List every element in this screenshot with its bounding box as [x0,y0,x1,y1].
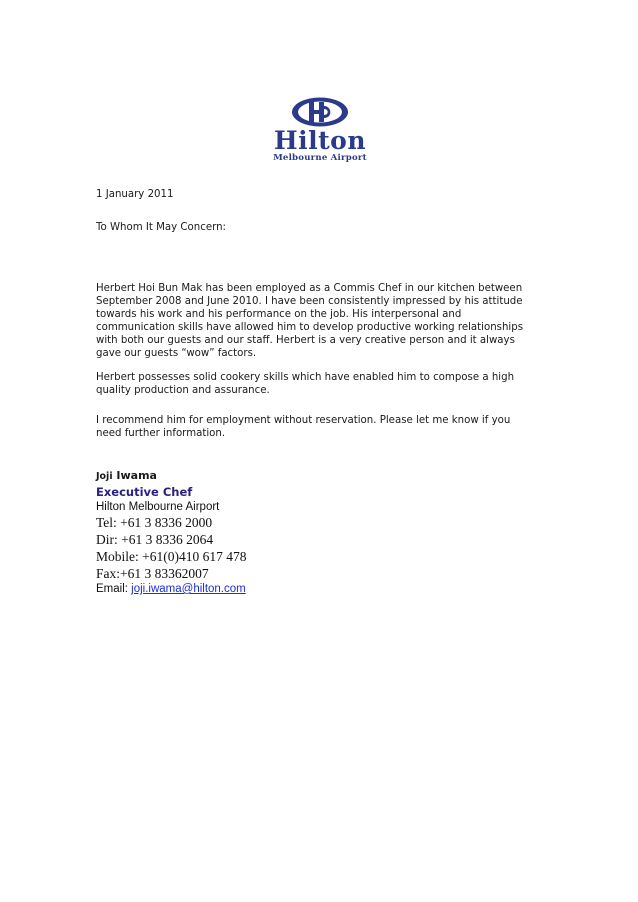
letter-paragraph-3: I recommend him for employment without reservation. Please let me know if you need further information. [96,415,511,439]
signatory-last-name: Iwama [116,469,157,482]
email-label: Email: [96,583,128,595]
contact-mobile: Mobile: +61(0)410 617 478 [96,549,247,564]
hilton-emblem-icon [290,96,350,128]
logo-subtitle: Melbourne Airport [273,153,367,163]
signature-block [96,468,246,597]
signatory-company: Hilton Melbourne Airport [96,501,220,513]
email-link[interactable]: joji.iwama@hilton.com [131,583,246,595]
hilton-logo [258,96,382,166]
contact-tel: Tel: +61 3 8336 2000 [96,515,213,530]
letter-salutation: To Whom It May Concern: [96,222,226,233]
signatory-first-name: Joji [96,471,113,482]
contact-dir: Dir: +61 3 8336 2064 [96,532,214,547]
contact-email-line [96,582,246,597]
signatory-title: Executive Chef [96,485,193,499]
letter-paragraph-2: Herbert possesses solid cookery skills which have enabled him to compose a high quality production and assurance. [96,372,515,396]
signatory-name [96,468,246,485]
letter-paragraph-1: Herbert Hoi Bun Mak has been employed as a Commis Chef in our kitchen between September 2008 and June 2010. I have been consistently impressed by his attitude towards his work and his performance on the job. His interpersonal and communication skills have allowed him to develop productive working relationships with both our guests and our staff. Herbert is a very creative person and it always gave our guests “wow” factors. [96,283,524,359]
letter-date: 1 January 2011 [96,189,174,200]
contact-fax: Fax:+61 3 83362007 [96,566,209,581]
logo-wordmark: Hilton [273,126,366,155]
